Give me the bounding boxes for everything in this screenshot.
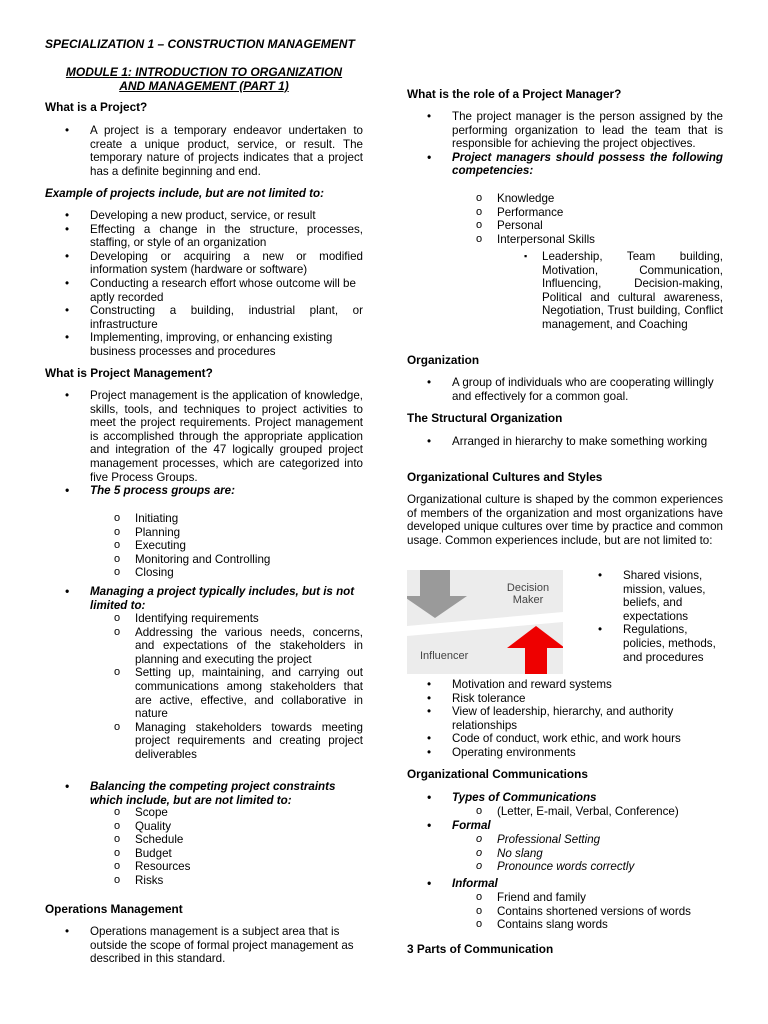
culture-paragraph: Organizational culture is shaped by the common experiences of members of the organization and most organizations have developed unique cultures over time by practice and common usage. Common experiences include, but are not limited to: <box>407 493 723 547</box>
list-item: o Contains slang words <box>452 918 723 932</box>
constraints-items <box>90 806 363 888</box>
process-groups-list <box>90 512 363 580</box>
list-item: • Operations management is a subject area that is outside the scope of formal project management as described in this standard. <box>45 925 363 966</box>
list-item: o Performance <box>452 206 723 220</box>
list-item: o Professional Setting <box>452 833 723 847</box>
struct-list <box>407 435 723 449</box>
list-item: o Contains shortened versions of words <box>452 905 723 919</box>
list-item: o Monitoring and Controlling <box>90 553 363 567</box>
list-item: o Managing stakeholders towards meeting project requirements and creating project deliverables <box>90 721 363 762</box>
informal-label: • Informal <box>407 877 723 891</box>
managing-list <box>45 585 363 612</box>
list-item: o Resources <box>90 860 363 874</box>
types-label: • Types of Communications <box>407 791 723 805</box>
list-item: o Initiating <box>90 512 363 526</box>
list-item: o Interpersonal Skills <box>452 233 723 247</box>
list-item: • Motivation and reward systems <box>407 678 723 692</box>
types-list <box>452 805 723 819</box>
examples-heading: Example of projects include, but are not limited to: <box>45 187 324 200</box>
list-item: o Scope <box>90 806 363 820</box>
list-item: • Project management is the application of knowledge, skills, tools, and techniques to project activities to meet the project requirements. Project management is accomplished through the appropriate application and integration of the 47 logically grouped project management processes, which are categorized into five Process Groups. <box>45 389 363 484</box>
list-item: o Personal <box>452 219 723 233</box>
list-item: • Shared visions, mission, values, beliefs, and expectations <box>578 569 728 623</box>
module-title-line-2: AND MANAGEMENT (PART 1) <box>119 79 289 93</box>
culture-list <box>407 678 723 760</box>
what-project-list <box>45 124 363 178</box>
influence-diagram <box>407 570 563 674</box>
list-item: o Pronounce words correctly <box>452 860 723 874</box>
formal-label: • Formal <box>407 819 723 833</box>
ops-list <box>45 925 363 966</box>
managing-label: • Managing a project typically includes, but is not limited to: <box>45 585 363 612</box>
list-item: o Knowledge <box>452 192 723 206</box>
list-item: o No slang <box>452 847 723 861</box>
list-item: o Budget <box>90 847 363 861</box>
ops-heading: Operations Management <box>45 902 183 916</box>
list-item: • Effecting a change in the structure, processes, staffing, or style of an organization <box>45 223 363 250</box>
list-item: o Planning <box>90 526 363 540</box>
constraints-label: • Balancing the competing project constraints which include, but are not limited to: <box>45 780 363 807</box>
process-groups-label: • The 5 process groups are: <box>45 484 363 498</box>
list-item: • Constructing a building, industrial plant, or infrastructure <box>45 304 363 331</box>
list-item: • Implementing, improving, or enhancing existing business processes and procedures <box>45 331 363 358</box>
list-item: • Code of conduct, work ethic, and work hours <box>407 732 723 746</box>
list-item: • View of leadership, hierarchy, and authority relationships <box>407 705 723 732</box>
pm-list <box>45 389 363 498</box>
module-title-line-1: MODULE 1: INTRODUCTION TO ORGANIZATION <box>65 65 343 79</box>
list-item: • Risk tolerance <box>407 692 723 706</box>
managing-items <box>90 612 363 762</box>
list-item: o Addressing the various needs, concerns, and expectations of the stakeholders in planning and executing the project <box>90 626 363 667</box>
list-item: • Developing or acquiring a new or modified information system (hardware or software) <box>45 250 363 277</box>
list-item: o Identifying requirements <box>90 612 363 626</box>
struct-heading: The Structural Organization <box>407 411 563 425</box>
competencies-label: • Project managers should possess the following competencies: <box>407 151 723 178</box>
list-item: • Operating environments <box>407 746 723 760</box>
influence-figure <box>407 570 563 674</box>
list-item: o Closing <box>90 566 363 580</box>
list-item: • A group of individuals who are cooperating willingly and effectively for a common goal. <box>407 376 723 403</box>
org-heading: Organization <box>407 353 480 367</box>
formal-items <box>452 833 723 874</box>
formal-list <box>407 819 723 833</box>
competencies-list <box>452 192 723 246</box>
list-item: ▪ Leadership, Team building, Motivation, Communication, Influencing, Decision-making, Political and cultural awareness, Negotiation, Trust building, Conflict management, and Coaching <box>494 250 723 332</box>
list-item: • Arranged in hierarchy to make something working <box>407 435 723 449</box>
module-title <box>45 65 363 93</box>
pm-heading: What is Project Management? <box>45 366 213 380</box>
decision-label-2: Maker <box>512 594 544 606</box>
list-item: • Conducting a research effort whose outcome will be aptly recorded <box>45 277 363 304</box>
list-item: o (Letter, E-mail, Verbal, Conference) <box>452 805 723 819</box>
comm-list <box>407 791 723 805</box>
list-item: o Friend and family <box>452 891 723 905</box>
parts-heading: 3 Parts of Communication <box>407 942 554 956</box>
culture-heading: Organizational Cultures and Styles <box>407 470 603 484</box>
comm-heading: Organizational Communications <box>407 767 588 781</box>
list-item: o Schedule <box>90 833 363 847</box>
decision-label-1: Decision <box>506 582 550 594</box>
list-item: o Risks <box>90 874 363 888</box>
org-list <box>407 376 723 403</box>
culture-side-list <box>578 569 728 664</box>
role-heading: What is the role of a Project Manager? <box>407 87 622 101</box>
constraints-list <box>45 780 363 807</box>
list-item: o Quality <box>90 820 363 834</box>
informal-items <box>452 891 723 932</box>
role-list <box>407 110 723 178</box>
list-item: o Setting up, maintaining, and carrying out communications among stakeholders that are active, effective, and collaborative in nature <box>90 666 363 720</box>
list-item: • Regulations, policies, methods, and procedures <box>578 623 728 664</box>
skills-list <box>494 250 723 332</box>
list-item: o Executing <box>90 539 363 553</box>
influencer-label: Influencer <box>420 650 469 662</box>
list-item: • Developing a new product, service, or result <box>45 209 363 223</box>
list-item: • The project manager is the person assigned by the performing organization to lead the team that is responsible for achieving the project objectives. <box>407 110 723 151</box>
examples-list <box>45 209 363 359</box>
list-item: • A project is a temporary endeavor undertaken to create a unique product, service, or result. The temporary nature of projects indicates that a project has a definite beginning and end. <box>45 124 363 178</box>
informal-list <box>407 877 723 891</box>
spec-title: SPECIALIZATION 1 – CONSTRUCTION MANAGEMENT <box>45 37 355 51</box>
what-project-heading: What is a Project? <box>45 100 148 114</box>
